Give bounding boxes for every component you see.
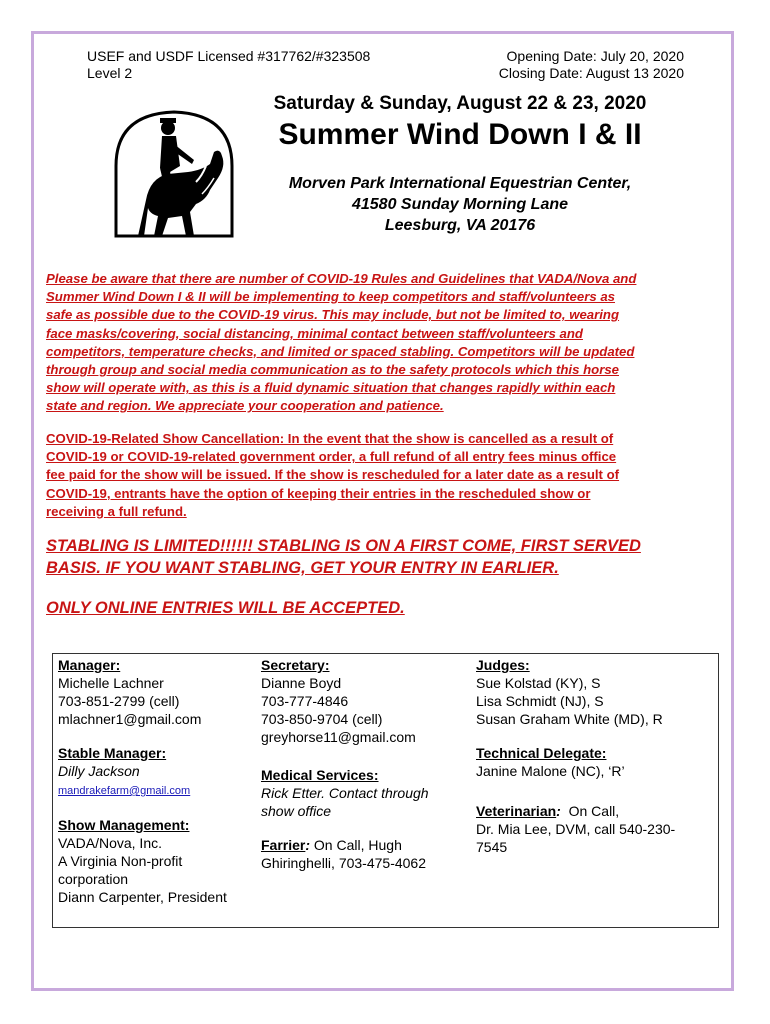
event-title: Summer Wind Down I & II bbox=[278, 118, 642, 151]
judge-3: Susan Graham White (MD), R bbox=[476, 711, 663, 727]
dressage-rider-icon bbox=[110, 108, 238, 238]
opening-date: Opening Date: July 20, 2020 bbox=[506, 48, 684, 64]
manager-section bbox=[58, 656, 248, 728]
venue-city: Leesburg, VA 20176 bbox=[384, 217, 536, 234]
vet-line1: Dr. Mia Lee, DVM, call 540-230- bbox=[476, 821, 676, 837]
vet-colon: : bbox=[556, 803, 561, 819]
technical-delegate-section bbox=[476, 744, 716, 780]
judges-heading: Judges: bbox=[476, 657, 530, 673]
covid-rules-notice: Please be aware that there are number of COVID-19 Rules and Guidelines that VADA/Nova and Summer Wind Down I & II will be implementing to keep competitors and staff/volunteers as safe as possible due to the COVID-19 virus. This may include, but not be limited to, wearing face masks/covering, social distancing, minimal contact between staff/volunteers and competitors, temperature checks, and limited or spaced stabling. Competitors will be updated through group and social media communication as to the safety protocols which this horse show will operate with, as this is a fluid dynamic situation that changes rapidly within each state and region. We appreciate your cooperation and patience. bbox=[46, 271, 637, 414]
vet-line2: 7545 bbox=[476, 839, 508, 855]
contacts-column-middle bbox=[261, 656, 466, 888]
farrier-line2: Ghiringhelli, 703-475-4062 bbox=[261, 855, 426, 871]
farrier-line1 bbox=[261, 836, 466, 854]
vet-line0 bbox=[476, 802, 716, 820]
manager-heading: Manager: bbox=[58, 657, 121, 673]
manager-name: Michelle Lachner bbox=[58, 675, 164, 691]
secretary-heading: Secretary: bbox=[261, 657, 330, 673]
technical-delegate-heading: Technical Delegate: bbox=[476, 745, 607, 761]
contacts-column-right bbox=[476, 656, 716, 872]
medical-line1: Rick Etter. Contact through bbox=[261, 785, 429, 801]
show-management-desc2: corporation bbox=[58, 871, 129, 887]
judges-section bbox=[476, 656, 716, 728]
show-management-president: Diann Carpenter, President bbox=[58, 889, 227, 905]
online-entries-notice: ONLY ONLINE ENTRIES WILL BE ACCEPTED. bbox=[46, 599, 405, 617]
show-management-org: VADA/Nova, Inc. bbox=[58, 835, 163, 851]
stable-manager-email-link[interactable]: mandrakefarm@gmail.com bbox=[58, 785, 191, 797]
stable-manager-section bbox=[58, 744, 248, 800]
medical-line2: show office bbox=[261, 803, 332, 819]
stabling-notice: STABLING IS LIMITED!!!!!! STABLING IS ON A FIRST COME, FIRST SERVED BASIS. IF YOU WANT STABLING, GET YOUR ENTRY IN EARLIER. bbox=[46, 537, 641, 577]
farrier-colon: : bbox=[305, 837, 311, 853]
stable-manager-heading: Stable Manager: bbox=[58, 745, 167, 761]
license-line: USEF and USDF Licensed #317762/#323508 bbox=[87, 48, 371, 64]
vet-heading: Veterinarian bbox=[476, 803, 557, 819]
manager-email: mlachner1@gmail.com bbox=[58, 711, 202, 727]
farrier-status: On Call, Hugh bbox=[310, 837, 402, 853]
contacts-column-left bbox=[58, 656, 248, 922]
medical-heading: Medical Services: bbox=[261, 767, 379, 783]
stable-manager-name: Dilly Jackson bbox=[58, 763, 140, 779]
vet-status: On Call, bbox=[560, 803, 620, 819]
event-dates: Saturday & Sunday, August 22 & 23, 2020 bbox=[273, 93, 647, 114]
show-management-heading: Show Management: bbox=[58, 817, 190, 833]
farrier-section bbox=[261, 836, 466, 872]
judge-2: Lisa Schmidt (NJ), S bbox=[476, 693, 604, 709]
veterinarian-section bbox=[476, 802, 716, 856]
secretary-email: greyhorse11@gmail.com bbox=[261, 729, 416, 745]
show-management-desc1: A Virginia Non-profit bbox=[58, 853, 183, 869]
secretary-name: Dianne Boyd bbox=[261, 675, 342, 691]
level-line: Level 2 bbox=[87, 65, 133, 81]
venue-name: Morven Park International Equestrian Center, bbox=[288, 175, 632, 192]
secretary-section bbox=[261, 656, 466, 746]
technical-delegate-name: Janine Malone (NC), ‘R’ bbox=[476, 763, 625, 779]
medical-section bbox=[261, 766, 466, 820]
secretary-cell: 703-850-9704 (cell) bbox=[261, 711, 383, 727]
secretary-phone: 703-777-4846 bbox=[261, 693, 349, 709]
show-management-section bbox=[58, 816, 248, 906]
venue-street: 41580 Sunday Morning Lane bbox=[351, 196, 569, 213]
farrier-heading: Farrier bbox=[261, 837, 306, 853]
closing-date: Closing Date: August 13 2020 bbox=[498, 65, 684, 81]
manager-phone: 703-851-2799 (cell) bbox=[58, 693, 180, 709]
cancellation-notice: COVID-19-Related Show Cancellation: In the event that the show is cancelled as a result of COVID-19 or COVID-19-related government order, a full refund of all entry fees minus office fee paid for the show will be issued. If the show is rescheduled for a later date as a result of COVID-19, entrants have the option of keeping their entries in the rescheduled show or receiving a full refund. bbox=[46, 431, 620, 519]
judge-1: Sue Kolstad (KY), S bbox=[476, 675, 601, 691]
